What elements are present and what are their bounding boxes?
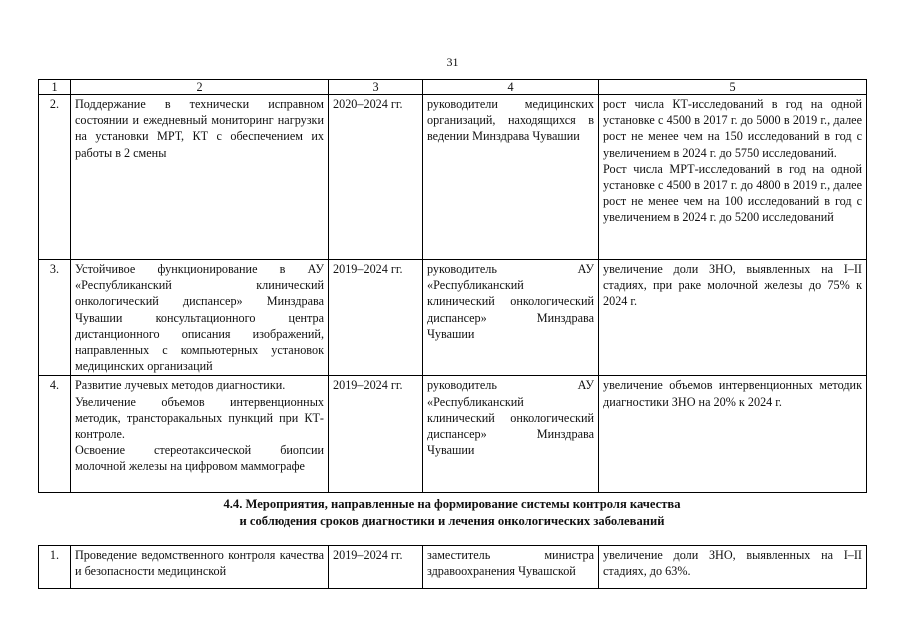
column-header: 1 (39, 80, 71, 95)
responsible-cell: руководитель АУ «Республиканский клинический онкологический диспансер» Минздрава Чувашии (423, 376, 599, 493)
period-cell: 2020–2024 гг. (329, 95, 423, 260)
responsible-cell: руководитель АУ «Республиканский клинический онкологический диспансер» Минздрава Чувашии (423, 260, 599, 376)
quality-control-table (38, 545, 867, 589)
row-number: 3. (39, 260, 71, 376)
activity-cell (71, 376, 329, 493)
result-cell (599, 376, 867, 493)
table-row (39, 260, 867, 376)
row-number: 2. (39, 95, 71, 260)
activity-cell (71, 95, 329, 260)
activity-text: Поддержание в технически исправном состоянии и ежедневный мониторинг нагрузки на установки МРТ, КТ с обеспечением их работы в 2 смены (75, 97, 324, 160)
table-row (39, 95, 867, 260)
column-number-row (39, 80, 867, 95)
result-text: рост числа КТ-исследований в год на одной установке с 4500 в 2017 г. до 5000 в 2019 г., далее рост не менее чем на 150 исследований в год с увеличением в 2024 г. до 5750 исследований. (603, 97, 862, 160)
responsible-cell: заместитель министра здравоохранения Чувашской (423, 546, 599, 589)
activity-text: Проведение ведомственного контроля качества и безопасности медицинской (75, 548, 324, 579)
column-header: 5 (599, 80, 867, 95)
activity-text: Освоение стереотаксической биопсии молочной железы на цифровом маммографе (75, 443, 324, 474)
result-cell (599, 260, 867, 376)
activity-cell (71, 260, 329, 376)
result-text: увеличение доли ЗНО, выявленных на I–II стадиях, при раке молочной железы до 75% к 2024 г. (603, 262, 862, 309)
row-number: 1. (39, 546, 71, 589)
activity-text: Увеличение объемов интервенционных методик, трансторакальных пункций при КТ-контроле. (75, 394, 324, 442)
responsible-cell: руководители медицинских организаций, находящихся в ведении Минздрава Чувашии (423, 95, 599, 260)
result-cell (599, 546, 867, 589)
section-title-line: 4.4. Мероприятия, направленные на формирование системы контроля качества (223, 497, 681, 511)
period-cell: 2019–2024 гг. (329, 260, 423, 376)
table-row (39, 376, 867, 493)
period-cell: 2019–2024 гг. (329, 546, 423, 589)
page-number: 31 (446, 55, 459, 69)
activity-text: Развитие лучевых методов диагностики. (75, 378, 286, 393)
row-number: 4. (39, 376, 71, 493)
table-row (39, 546, 867, 589)
measures-table (38, 79, 867, 493)
column-header: 3 (329, 80, 423, 95)
activity-cell (71, 546, 329, 589)
result-text: Рост числа МРТ-исследований в год на одной установке с 4500 в 2017 г. до 4800 в 2019 г., далее рост не менее чем на 100 исследований в год с увеличением в 2024 г. до 5200 исследований (603, 161, 862, 225)
activity-text: Устойчивое функционирование в АУ «Республиканский клинический онкологический диспансер» Минздрава Чувашии консультационного центра дистанционного описания изображений, направленных с компьютерных установок медицинских организаций (75, 262, 324, 374)
result-text: увеличение доли ЗНО, выявленных на I–II стадиях, до 63%. (603, 548, 862, 579)
section-title-line: и соблюдения сроков диагностики и лечения онкологических заболеваний (239, 514, 665, 528)
column-header: 4 (423, 80, 599, 95)
result-cell (599, 95, 867, 260)
section-heading (38, 496, 866, 530)
period-cell: 2019–2024 гг. (329, 376, 423, 493)
column-header: 2 (71, 80, 329, 95)
result-text: увеличение объемов интервенционных методик диагностики ЗНО на 20% к 2024 г. (603, 378, 862, 409)
